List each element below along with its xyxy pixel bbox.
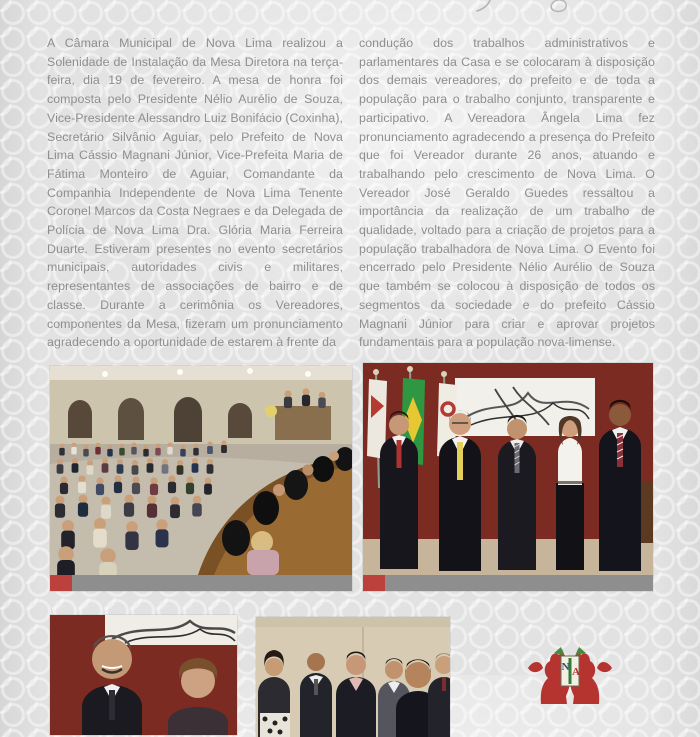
photo-caption-bar xyxy=(50,575,352,591)
article-body xyxy=(47,34,655,352)
caption-red-square xyxy=(363,575,385,591)
photo-attendees-row xyxy=(256,617,450,737)
photo-caption-bar xyxy=(363,575,653,591)
duo-closeup-image xyxy=(50,615,237,735)
script-title-remnant xyxy=(468,0,588,16)
crest-letter-n: N xyxy=(561,661,570,673)
photo-duo-closeup xyxy=(50,615,237,735)
article-column-right: condução dos trabalhos administrativos e parlamentares da Casa e se colocaram à disposição dos demais vereadores, do prefeito e de toda a população para o trabalho conjunto, transparente e participativo. A Vereadora Ângela Lima fez pronunciamento agradecendo a presença do Prefeito que foi Vereador durante 26 anos, atuando e trabalhando pelo crescimento de Nova Lima. O Vereador José Geraldo Guedes ressaltou a importância da realização de um trabalho de qualidade, voltado para a criação de projetos para a população trabalhadora de Nova Lima. O Evento foi encerrado pelo Presidente Nélio Aurélio de Souza que também se colocou à disposição de todos os segmentos da sociedade e do prefeito Cássio Magnani Júnior para criar e aprovar projetos fundamentais para a população nova-limense. xyxy=(359,36,655,350)
plenary-session-image xyxy=(50,366,352,575)
photo-officials-group xyxy=(363,363,653,591)
attendees-row-image xyxy=(256,617,450,737)
nova-lima-coat-of-arms xyxy=(527,644,613,704)
photo-plenary-session xyxy=(50,366,352,591)
caption-red-square xyxy=(50,575,72,591)
article-column-left: A Câmara Municipal de Nova Lima realizou a Solenidade de Instalação da Mesa Diretora na terça-feira, dia 19 de fevereiro. A mesa de honra foi composta pelo Presidente Nélio Aurélio de Souza, Vice-Presidente Alessandro Luiz Bonifácio (Coxinha), Secretário Silvânio Aguiar, pelo Prefeito de Nova Lima Cássio Magnani Júnior, Vice-Prefeita Maria de Fátima Monteiro de Aguiar, Comandante da Companhia Independente de Nova Lima Tenente Coronel Marcos da Costa Negraes e da Delegada de Polícia de Nova Lima Dra. Glória Maria Ferreira Duarte. Estiveram presentes no evento secretários municipais, autoridades civis e militares, representantes de associações de bairro e de classe. Durante a cerimônia os Vereadores, componentes da Mesa, fizeram um pronunciamento agradecendo a oportunidade de estarem à frente da xyxy=(47,36,343,350)
crest-letter-a: A xyxy=(572,666,580,678)
officials-group-image xyxy=(363,363,653,575)
person-woman-white-top xyxy=(556,416,584,570)
